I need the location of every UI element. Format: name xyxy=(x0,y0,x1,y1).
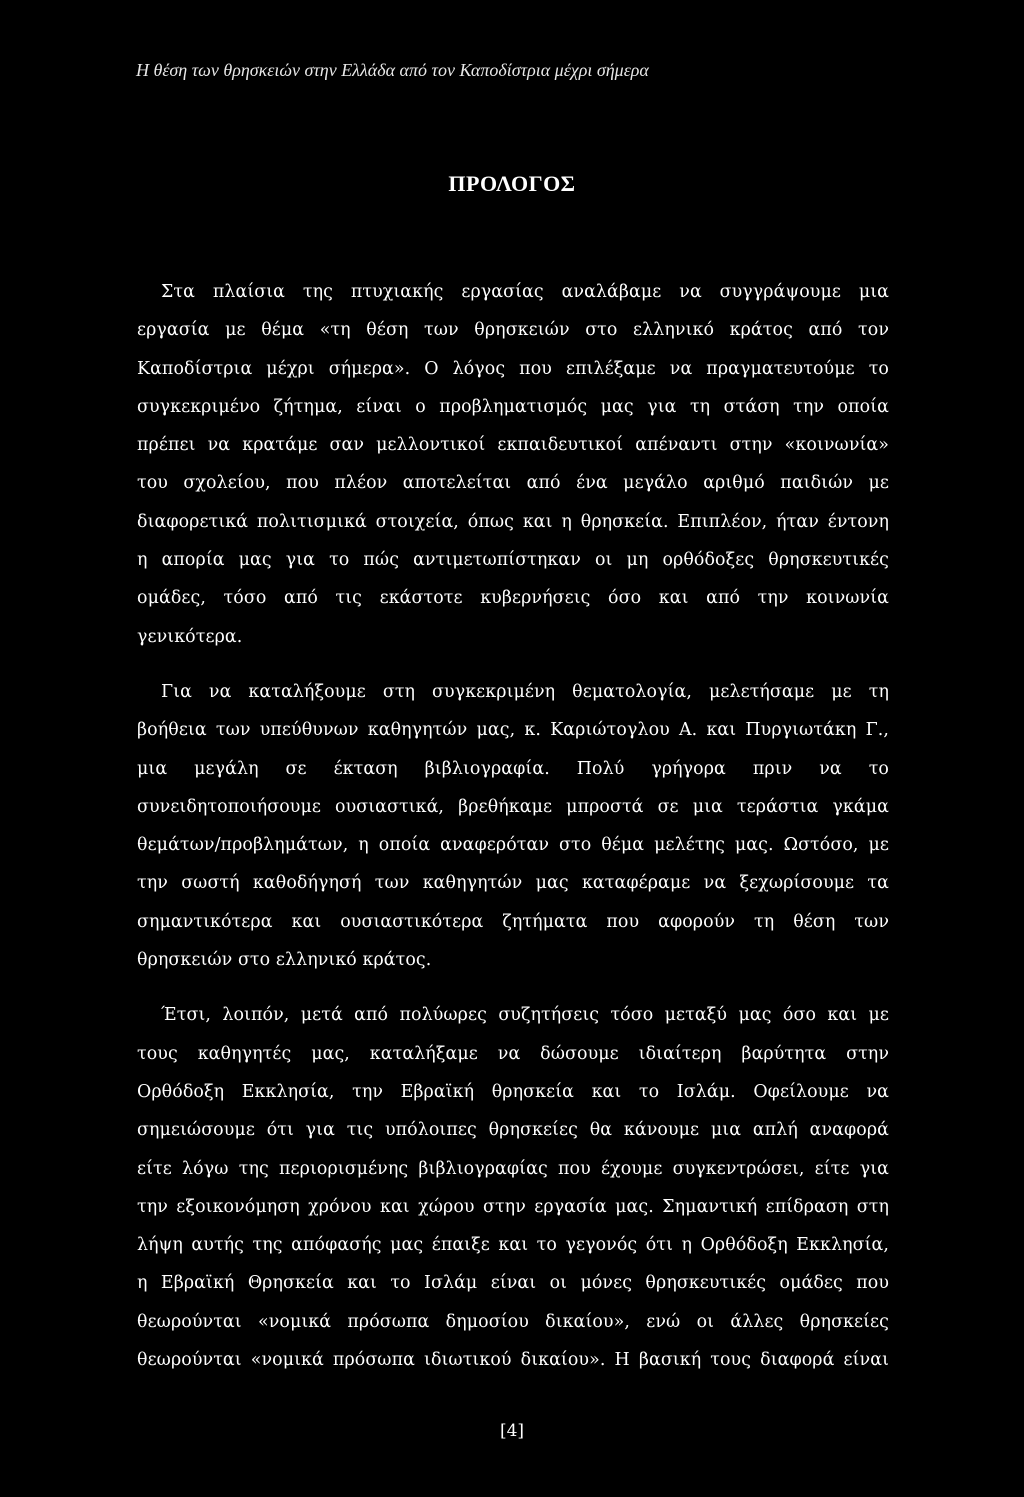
text-line: θρησκειών στο ελληνικό κράτος. xyxy=(137,950,432,971)
document-body xyxy=(137,273,889,1379)
text-line: Καποδίστρια μέχρι σήμερα». Ο λόγος που επιλέξαμε να πραγματευτούμε το xyxy=(137,358,889,379)
running-header: Η θέση των θρησκειών στην Ελλάδα από τον Καποδίστρια μέχρι σήμερα xyxy=(136,60,649,80)
text-line: του σχολείου, που πλέον αποτελείται από ένα μεγάλο αριθμό παιδιών με xyxy=(137,473,889,494)
text-line: εργασία με θέμα «τη θέση των θρησκειών στο ελληνικό κράτος από τον xyxy=(137,320,889,341)
text-line: λήψη αυτής της απόφασής μας έπαιξε και το γεγονός ότι η Ορθόδοξη Εκκλησία, xyxy=(137,1235,889,1256)
text-line: συνειδητοποιήσουμε ουσιαστικά, βρεθήκαμε μπροστά σε μια τεράστια γκάμα xyxy=(137,796,889,817)
text-line: η απορία μας για το πώς αντιμετωπίστηκαν οι μη ορθόδοξες θρησκευτικές xyxy=(137,550,889,571)
page-number: [4] xyxy=(499,1421,525,1441)
text-line: τους καθηγητές μας, καταλήξαμε να δώσουμε ιδιαίτερη βαρύτητα στην xyxy=(137,1043,889,1064)
text-line: Για να καταλήξουμε στη συγκεκριμένη θεματολογία, μελετήσαμε με τη xyxy=(161,681,889,702)
text-line: Έτσι, λοιπόν, μετά από πολύωρες συζητήσεις τόσο μεταξύ μας όσο και με xyxy=(161,1005,889,1026)
text-line: θεωρούνται «νομικά πρόσωπα δημοσίου δικαίου», ενώ οι άλλες θρησκείες xyxy=(137,1311,889,1332)
text-line: η Εβραϊκή Θρησκεία και το Ισλάμ είναι οι μόνες θρησκευτικές ομάδες που xyxy=(137,1273,889,1294)
text-line: την εξοικονόμηση χρόνου και χώρου στην εργασία μας. Σημαντική επίδραση στη xyxy=(137,1196,889,1217)
paragraph-2 xyxy=(137,673,889,979)
text-line: είτε λόγω της περιορισμένης βιβλιογραφίας που έχουμε συγκεντρώσει, είτε για xyxy=(137,1158,889,1179)
paragraph-3 xyxy=(137,996,889,1379)
page-title: ΠΡΟΛΟΓΟΣ xyxy=(448,171,576,196)
text-line: θεμάτων/προβλημάτων, η οποία αναφερόταν στο θέμα μελέτης μας. Ωστόσο, με xyxy=(137,835,889,856)
text-line: Στα πλαίσια της πτυχιακής εργασίας αναλάβαμε να συγγράψουμε μια xyxy=(161,282,889,302)
text-line: Ορθόδοξη Εκκλησία, την Εβραϊκή θρησκεία και το Ισλάμ. Οφείλουμε να xyxy=(137,1081,889,1102)
text-line: διαφορετικά πολιτισμικά στοιχεία, όπως και η θρησκεία. Επιπλέον, ήταν έντονη xyxy=(137,511,889,532)
text-line: συγκεκριμένο ζήτημα, είναι ο προβληματισμός μας για τη στάση την οποία xyxy=(137,396,889,417)
text-line: γενικότερα. xyxy=(137,626,243,647)
text-line: σημειώσουμε ότι για τις υπόλοιπες θρησκείες θα κάνουμε μια απλή αναφορά xyxy=(137,1120,889,1141)
text-line: βοήθεια των υπεύθυνων καθηγητών μας, κ. Καριώτογλου Α. και Πυργιωτάκη Γ., xyxy=(137,720,889,741)
paragraph-1 xyxy=(137,273,889,656)
text-line: σημαντικότερα και ουσιαστικότερα ζητήματα που αφορούν τη θέση των xyxy=(137,911,889,932)
text-line: ομάδες, τόσο από τις εκάστοτε κυβερνήσεις όσο και από την κοινωνία xyxy=(137,588,889,609)
text-line: θεωρούνται «νομικά πρόσωπα ιδιωτικού δικαίου». Η βασική τους διαφορά είναι xyxy=(137,1350,889,1371)
text-line: πρέπει να κρατάμε σαν μελλοντικοί εκπαιδευτικοί απέναντι στην «κοινωνία» xyxy=(137,435,889,456)
text-line: μια μεγάλη σε έκταση βιβλιογραφία. Πολύ γρήγορα πριν να το xyxy=(137,758,889,779)
text-line: την σωστή καθοδήγησή των καθηγητών μας καταφέραμε να ξεχωρίσουμε τα xyxy=(137,873,889,894)
